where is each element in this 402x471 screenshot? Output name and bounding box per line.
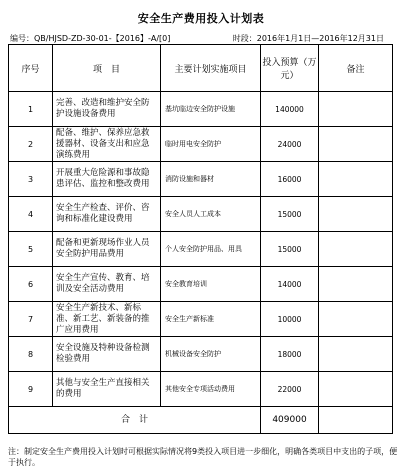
document-code: 编号：QB/HJSD-ZD-30-01-【2016】-A/[0] <box>10 34 171 43</box>
budget-table <box>8 44 393 434</box>
cell-item: 安全生产检查、评价、咨询和标准化建设费用 <box>53 197 161 232</box>
table-row <box>9 197 393 232</box>
cell-budget: 15000 <box>261 232 319 267</box>
header-plan: 主要计划实施项目 <box>161 45 261 92</box>
cell-budget: 16000 <box>261 162 319 197</box>
cell-no: 2 <box>9 127 53 162</box>
cell-item: 开展重大危险源和事故隐患评估、监控和整改费用 <box>53 162 161 197</box>
document-code-line <box>10 33 392 44</box>
cell-remark <box>319 127 393 162</box>
cell-plan: 安全生产新标准 <box>161 302 261 337</box>
cell-item: 安全生产新技术、新标准、新工艺、新装备的推广应用费用 <box>53 302 161 337</box>
cell-budget: 10000 <box>261 302 319 337</box>
cell-remark <box>319 372 393 407</box>
cell-plan: 临时用电安全防护 <box>161 127 261 162</box>
cell-plan: 机械设备安全防护 <box>161 337 261 372</box>
cell-remark <box>319 92 393 127</box>
total-remark <box>319 407 393 434</box>
cell-item: 完善、改造和维护安全防护设施设备费用 <box>53 92 161 127</box>
table-row <box>9 372 393 407</box>
cell-no: 1 <box>9 92 53 127</box>
cell-no: 5 <box>9 232 53 267</box>
table-row <box>9 127 393 162</box>
cell-remark <box>319 267 393 302</box>
table-header-row <box>9 45 393 92</box>
cell-budget: 140000 <box>261 92 319 127</box>
cell-plan: 安全教育培训 <box>161 267 261 302</box>
table-row <box>9 162 393 197</box>
header-no: 序号 <box>9 45 53 92</box>
cell-plan: 消防设施和器材 <box>161 162 261 197</box>
cell-remark <box>319 232 393 267</box>
cell-budget: 24000 <box>261 127 319 162</box>
cell-item: 安全设施及特种设备检测检验费用 <box>53 337 161 372</box>
cell-plan: 基坑临边安全防护设施 <box>161 92 261 127</box>
cell-item: 安全生产宣传、教育、培训及安全活动费用 <box>53 267 161 302</box>
total-label: 合 计 <box>9 407 261 434</box>
cell-remark <box>319 302 393 337</box>
document-title: 安全生产费用投入计划表 <box>137 12 265 25</box>
cell-item: 其他与安全生产直接相关的费用 <box>53 372 161 407</box>
cell-remark <box>319 337 393 372</box>
document-period: 时段：2016年1月1日—2016年12月31日 <box>232 34 384 43</box>
cell-no: 6 <box>9 267 53 302</box>
table-row <box>9 337 393 372</box>
cell-remark <box>319 197 393 232</box>
total-row <box>9 407 393 434</box>
cell-no: 8 <box>9 337 53 372</box>
header-item: 项 目 <box>53 45 161 92</box>
cell-no: 7 <box>9 302 53 337</box>
cell-budget: 22000 <box>261 372 319 407</box>
cell-no: 4 <box>9 197 53 232</box>
header-budget: 投入预算（万元） <box>261 45 319 92</box>
table-row <box>9 302 393 337</box>
table-row <box>9 92 393 127</box>
cell-no: 9 <box>9 372 53 407</box>
cell-budget: 18000 <box>261 337 319 372</box>
cell-remark <box>319 162 393 197</box>
table-row <box>9 267 393 302</box>
table-row <box>9 232 393 267</box>
footnote: 注：制定安全生产费用投入计划时可根据实际情况将9类投入项目进一步细化，明确各类项目中支出的子项，便于执行。 <box>8 447 398 467</box>
cell-item: 配备和更新现场作业人员安全防护用品费用 <box>53 232 161 267</box>
header-remark: 备注 <box>319 45 393 92</box>
total-value: 409000 <box>261 407 319 434</box>
cell-plan: 其他安全专项活动费用 <box>161 372 261 407</box>
cell-item: 配备、维护、保养应急救援器材、设备支出和应急演练费用 <box>53 127 161 162</box>
cell-plan: 个人安全防护用品、用具 <box>161 232 261 267</box>
cell-budget: 15000 <box>261 197 319 232</box>
table-body <box>9 92 393 434</box>
cell-plan: 安全人员人工成本 <box>161 197 261 232</box>
cell-budget: 14000 <box>261 267 319 302</box>
cell-no: 3 <box>9 162 53 197</box>
